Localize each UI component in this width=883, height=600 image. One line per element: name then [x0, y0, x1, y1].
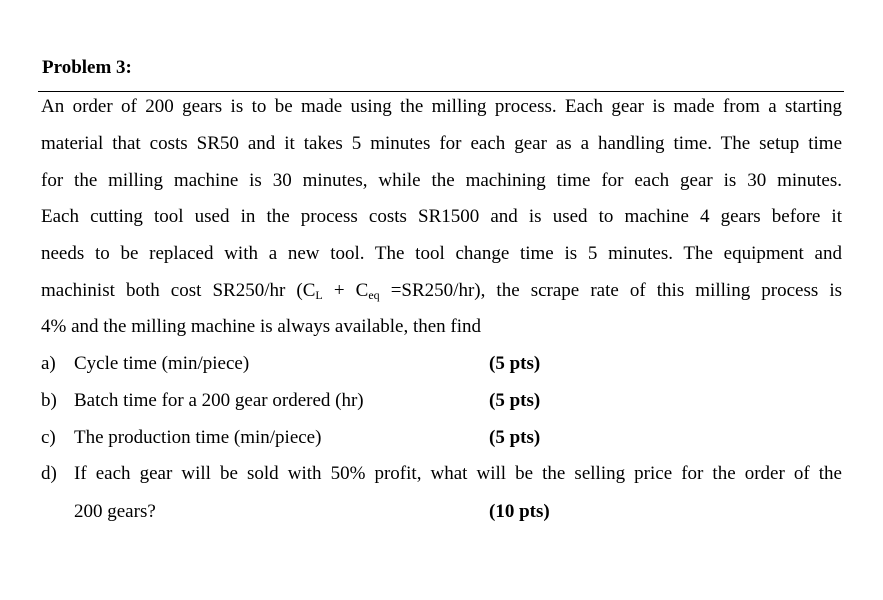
question-d-continuation: 200 gears?	[74, 501, 156, 522]
question-a-points: (5 pts)	[489, 353, 541, 374]
question-d-marker: d)	[41, 463, 57, 484]
subscript-eq: eq	[368, 288, 380, 302]
question-a-text: Cycle time (min/piece)	[74, 353, 250, 374]
problem-line-4: Each cutting tool used in the process costs SR1500 and is used to machine 4 gears before it	[41, 206, 842, 227]
question-c-points: (5 pts)	[489, 427, 541, 448]
line6-before: machinist both cost SR250/hr (C	[41, 280, 316, 301]
question-b-points: (5 pts)	[489, 390, 541, 411]
problem-line-6	[41, 279, 842, 303]
question-d-text: If each gear will be sold with 50% profit, what will be the selling price for the order of the	[74, 463, 842, 484]
problem-line-7: 4% and the milling machine is always available, then find	[41, 316, 482, 337]
problem-line-3: for the milling machine is 30 minutes, while the machining time for each gear is 30 minutes.	[41, 170, 842, 191]
problem-line-1: An order of 200 gears is to be made using the milling process. Each gear is made from a starting	[41, 96, 842, 117]
problem-line-5: needs to be replaced with a new tool. The tool change time is 5 minutes. The equipment and	[41, 243, 842, 264]
question-b-text: Batch time for a 200 gear ordered (hr)	[74, 390, 364, 411]
question-a-marker: a)	[41, 353, 56, 374]
question-d-points: (10 pts)	[489, 501, 550, 522]
problem-title: Problem 3:	[42, 57, 132, 78]
line6-plus: + C	[322, 280, 369, 301]
problem-line-2: material that costs SR50 and it takes 5 minutes for each gear as a handling time. The setup time	[41, 133, 842, 154]
line6-after: =SR250/hr), the scrape rate of this milling process is	[379, 280, 843, 301]
subscript-l: L	[315, 288, 323, 302]
question-c-text: The production time (min/piece)	[74, 427, 322, 448]
question-c-marker: c)	[41, 427, 56, 448]
title-divider	[38, 91, 844, 92]
question-b-marker: b)	[41, 390, 57, 411]
